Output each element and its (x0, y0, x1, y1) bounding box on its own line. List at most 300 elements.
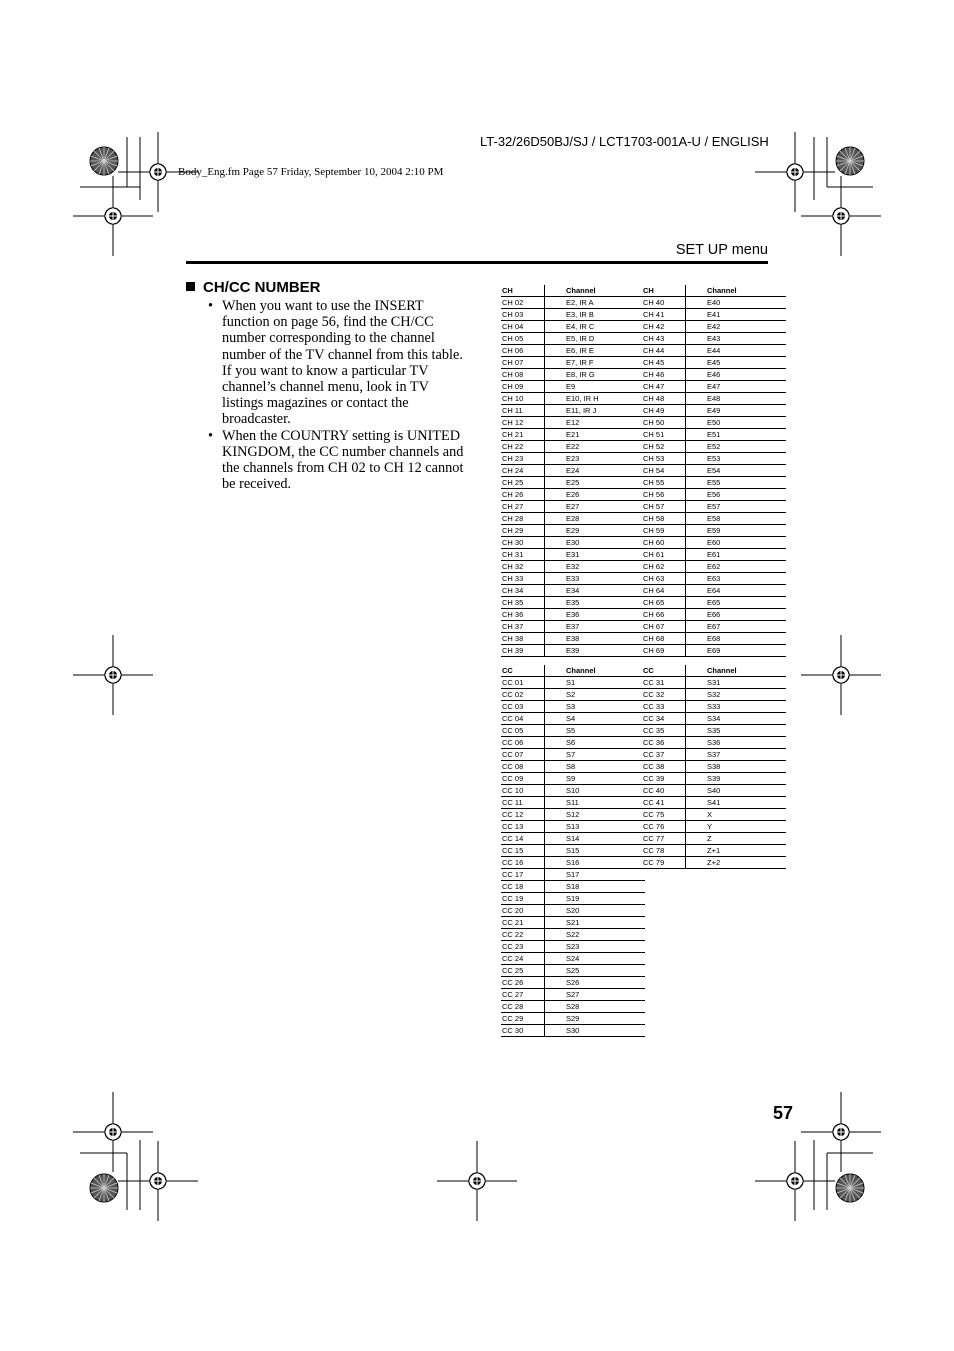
table-row (501, 785, 645, 797)
table-row (642, 417, 786, 429)
table-row (642, 633, 786, 645)
cc-table-left (501, 665, 645, 1037)
table-row (501, 489, 645, 501)
channel-number-cell: CH 02 (501, 297, 545, 309)
channel-number-cell: CH 43 (642, 333, 686, 345)
channel-number-cell: CH 44 (642, 345, 686, 357)
table-row (642, 357, 786, 369)
channel-cell: E46 (686, 369, 787, 381)
channel-number-cell: CC 03 (501, 701, 545, 713)
channel-cell: X (686, 809, 787, 821)
channel-number-cell: CH 60 (642, 537, 686, 549)
channel-number-cell: CH 28 (501, 513, 545, 525)
channel-number-cell: CH 45 (642, 357, 686, 369)
channel-cell: E36 (545, 609, 646, 621)
channel-number-cell: CC 30 (501, 1025, 545, 1037)
section-label: SET UP menu (675, 242, 768, 258)
table-row (642, 785, 786, 797)
square-bullet-icon (186, 282, 195, 291)
channel-number-cell: CH 67 (642, 621, 686, 633)
channel-cell: E49 (686, 405, 787, 417)
channel-number-cell: CC 36 (642, 737, 686, 749)
channel-number-cell: CC 12 (501, 809, 545, 821)
table-row (642, 549, 786, 561)
channel-number-cell: CC 32 (642, 689, 686, 701)
channel-cell: S17 (545, 869, 646, 881)
channel-cell: S34 (686, 713, 787, 725)
channel-number-cell: CH 49 (642, 405, 686, 417)
table-row (501, 597, 645, 609)
channel-cell: Y (686, 821, 787, 833)
channel-number-cell: CH 69 (642, 645, 686, 657)
channel-number-cell: CH 40 (642, 297, 686, 309)
channel-cell: S15 (545, 845, 646, 857)
ch-table-left (501, 285, 645, 657)
column-header: CH (501, 285, 545, 297)
table-header-row (642, 285, 786, 297)
channel-number-cell: CH 62 (642, 561, 686, 573)
table-row (642, 761, 786, 773)
channel-cell: S18 (545, 881, 646, 893)
table-row (501, 941, 645, 953)
channel-cell: E28 (545, 513, 646, 525)
channel-number-cell: CH 47 (642, 381, 686, 393)
channel-cell: S5 (545, 725, 646, 737)
channel-number-cell: CC 16 (501, 857, 545, 869)
table-row (642, 513, 786, 525)
channel-cell: Z+2 (686, 857, 787, 869)
channel-number-cell: CH 06 (501, 345, 545, 357)
page-number: 57 (773, 1103, 794, 1123)
channel-number-cell: CH 22 (501, 441, 545, 453)
channel-cell: E45 (686, 357, 787, 369)
channel-number-cell: CC 79 (642, 857, 686, 869)
table-header-row (642, 665, 786, 677)
table-row (501, 725, 645, 737)
channel-number-cell: CC 34 (642, 713, 686, 725)
table-row (501, 929, 645, 941)
channel-number-cell: CH 46 (642, 369, 686, 381)
table-row (642, 381, 786, 393)
table-row (642, 833, 786, 845)
channel-number-cell: CH 64 (642, 585, 686, 597)
table-row (501, 677, 645, 689)
channel-cell: E22 (545, 441, 646, 453)
channel-cell: E8, IR G (545, 369, 646, 381)
channel-cell: S8 (545, 761, 646, 773)
channel-number-cell: CC 13 (501, 821, 545, 833)
channel-number-cell: CC 22 (501, 929, 545, 941)
table-row (501, 393, 645, 405)
channel-number-cell: CC 37 (642, 749, 686, 761)
channel-cell: E39 (545, 645, 646, 657)
channel-number-cell: CH 51 (642, 429, 686, 441)
channel-cell: S4 (545, 713, 646, 725)
channel-number-cell: CH 24 (501, 465, 545, 477)
table-header-row (501, 665, 645, 677)
channel-cell: S14 (545, 833, 646, 845)
channel-cell: E26 (545, 489, 646, 501)
channel-cell: E9 (545, 381, 646, 393)
channel-cell: E41 (686, 309, 787, 321)
channel-cell: E29 (545, 525, 646, 537)
channel-cell: S13 (545, 821, 646, 833)
table-row (642, 561, 786, 573)
table-row (501, 869, 645, 881)
table-row (501, 977, 645, 989)
table-row (501, 381, 645, 393)
table-row (501, 453, 645, 465)
table-row (642, 333, 786, 345)
channel-cell: E68 (686, 633, 787, 645)
table-row (642, 809, 786, 821)
table-row (642, 393, 786, 405)
table-row (642, 321, 786, 333)
channel-cell: E50 (686, 417, 787, 429)
channel-number-cell: CC 24 (501, 953, 545, 965)
channel-number-cell: CH 29 (501, 525, 545, 537)
table-row (501, 297, 645, 309)
table-row (501, 1013, 645, 1025)
channel-number-cell: CC 09 (501, 773, 545, 785)
channel-cell: E24 (545, 465, 646, 477)
table-row (642, 297, 786, 309)
channel-cell: E51 (686, 429, 787, 441)
table-row (642, 369, 786, 381)
channel-cell: E43 (686, 333, 787, 345)
table-row (642, 677, 786, 689)
channel-cell: S6 (545, 737, 646, 749)
channel-cell: S27 (545, 989, 646, 1001)
channel-cell: S19 (545, 893, 646, 905)
channel-number-cell: CC 02 (501, 689, 545, 701)
channel-number-cell: CC 29 (501, 1013, 545, 1025)
channel-cell: E25 (545, 477, 646, 489)
table-row (642, 749, 786, 761)
channel-cell: S33 (686, 701, 787, 713)
table-row (501, 549, 645, 561)
channel-cell: E7, IR F (545, 357, 646, 369)
channel-cell: E37 (545, 621, 646, 633)
channel-cell: S32 (686, 689, 787, 701)
table-row (501, 561, 645, 573)
table-row (642, 501, 786, 513)
channel-cell: E55 (686, 477, 787, 489)
channel-cell: S20 (545, 905, 646, 917)
channel-number-cell: CH 04 (501, 321, 545, 333)
channel-number-cell: CH 42 (642, 321, 686, 333)
table-row (501, 1025, 645, 1037)
channel-cell: E11, IR J (545, 405, 646, 417)
table-row (501, 989, 645, 1001)
channel-cell: E12 (545, 417, 646, 429)
table-row (501, 537, 645, 549)
header-model-line: LT-32/26D50BJ/SJ / LCT1703-001A-U / ENGLISH (480, 134, 769, 149)
table-row (501, 345, 645, 357)
channel-number-cell: CH 09 (501, 381, 545, 393)
channel-cell: E62 (686, 561, 787, 573)
channel-number-cell: CC 27 (501, 989, 545, 1001)
table-row (642, 773, 786, 785)
channel-cell: E47 (686, 381, 787, 393)
table-row (501, 309, 645, 321)
table-row (501, 737, 645, 749)
table-row (642, 857, 786, 869)
channel-number-cell: CC 40 (642, 785, 686, 797)
channel-number-cell: CC 07 (501, 749, 545, 761)
channel-cell: E44 (686, 345, 787, 357)
channel-cell: E52 (686, 441, 787, 453)
table-row (501, 773, 645, 785)
column-header: CC (501, 665, 545, 677)
channel-cell: E31 (545, 549, 646, 561)
channel-number-cell: CC 04 (501, 713, 545, 725)
table-row (501, 501, 645, 513)
channel-number-cell: CC 23 (501, 941, 545, 953)
table-row (501, 761, 645, 773)
channel-number-cell: CH 37 (501, 621, 545, 633)
channel-cell: S16 (545, 857, 646, 869)
channel-number-cell: CH 36 (501, 609, 545, 621)
channel-number-cell: CH 34 (501, 585, 545, 597)
channel-number-cell: CC 28 (501, 1001, 545, 1013)
channel-cell: E33 (545, 573, 646, 585)
channel-cell: E61 (686, 549, 787, 561)
channel-number-cell: CC 77 (642, 833, 686, 845)
channel-cell: S3 (545, 701, 646, 713)
channel-number-cell: CH 65 (642, 597, 686, 609)
channel-number-cell: CC 10 (501, 785, 545, 797)
column-header: Channel (545, 665, 646, 677)
channel-number-cell: CC 20 (501, 905, 545, 917)
section-heading (186, 279, 321, 296)
channel-number-cell: CH 59 (642, 525, 686, 537)
column-header: Channel (545, 285, 646, 297)
channel-number-cell: CH 61 (642, 549, 686, 561)
table-row (642, 713, 786, 725)
channel-number-cell: CC 21 (501, 917, 545, 929)
channel-cell: S35 (686, 725, 787, 737)
channel-cell: E56 (686, 489, 787, 501)
table-row (501, 633, 645, 645)
table-row (642, 525, 786, 537)
channel-cell: E57 (686, 501, 787, 513)
channel-cell: Z+1 (686, 845, 787, 857)
channel-number-cell: CC 15 (501, 845, 545, 857)
column-header: CC (642, 665, 686, 677)
channel-cell: E34 (545, 585, 646, 597)
channel-number-cell: CH 07 (501, 357, 545, 369)
channel-number-cell: CH 66 (642, 609, 686, 621)
channel-number-cell: CH 23 (501, 453, 545, 465)
channel-cell: S2 (545, 689, 646, 701)
channel-cell: E66 (686, 609, 787, 621)
table-row (501, 833, 645, 845)
table-row (642, 441, 786, 453)
channel-number-cell: CH 58 (642, 513, 686, 525)
section-rule (186, 261, 768, 264)
table-row (642, 429, 786, 441)
table-row (642, 537, 786, 549)
channel-cell: E21 (545, 429, 646, 441)
channel-cell: S36 (686, 737, 787, 749)
channel-number-cell: CH 38 (501, 633, 545, 645)
channel-number-cell: CH 56 (642, 489, 686, 501)
channel-number-cell: CH 57 (642, 501, 686, 513)
table-row (642, 701, 786, 713)
channel-number-cell: CH 54 (642, 465, 686, 477)
channel-number-cell: CH 30 (501, 537, 545, 549)
channel-number-cell: CC 75 (642, 809, 686, 821)
channel-number-cell: CC 05 (501, 725, 545, 737)
channel-number-cell: CH 41 (642, 309, 686, 321)
channel-number-cell: CH 35 (501, 597, 545, 609)
table-row (501, 585, 645, 597)
channel-number-cell: CC 18 (501, 881, 545, 893)
channel-cell: S22 (545, 929, 646, 941)
table-row (501, 357, 645, 369)
table-row (501, 797, 645, 809)
ch-table-right (642, 285, 786, 657)
table-row (501, 333, 645, 345)
channel-cell: E53 (686, 453, 787, 465)
column-header: Channel (686, 285, 787, 297)
table-row (642, 345, 786, 357)
channel-cell: E48 (686, 393, 787, 405)
channel-cell: E3, IR B (545, 309, 646, 321)
channel-number-cell: CH 08 (501, 369, 545, 381)
section-heading-text: CH/CC NUMBER (203, 279, 321, 296)
table-row (642, 609, 786, 621)
channel-cell: E23 (545, 453, 646, 465)
channel-cell: E42 (686, 321, 787, 333)
bullet-list (208, 298, 470, 492)
table-row (501, 953, 645, 965)
channel-cell: S37 (686, 749, 787, 761)
channel-cell: S39 (686, 773, 787, 785)
table-row (501, 749, 645, 761)
table-header-row (501, 285, 645, 297)
channel-number-cell: CC 76 (642, 821, 686, 833)
file-info-line: Body_Eng.fm Page 57 Friday, September 10, 2004 2:10 PM (178, 166, 444, 178)
channel-cell: E67 (686, 621, 787, 633)
channel-number-cell: CH 63 (642, 573, 686, 585)
table-row (501, 429, 645, 441)
channel-number-cell: CH 27 (501, 501, 545, 513)
channel-number-cell: CC 17 (501, 869, 545, 881)
channel-cell: E63 (686, 573, 787, 585)
channel-number-cell: CC 31 (642, 677, 686, 689)
table-row (642, 597, 786, 609)
column-header: CH (642, 285, 686, 297)
table-row (501, 845, 645, 857)
channel-cell: E27 (545, 501, 646, 513)
table-row (501, 857, 645, 869)
table-row (501, 881, 645, 893)
channel-cell: E35 (545, 597, 646, 609)
channel-number-cell: CH 68 (642, 633, 686, 645)
table-row (501, 621, 645, 633)
table-row (501, 701, 645, 713)
table-row (642, 645, 786, 657)
channel-cell: E65 (686, 597, 787, 609)
table-row (501, 609, 645, 621)
table-row (501, 321, 645, 333)
channel-number-cell: CH 55 (642, 477, 686, 489)
channel-number-cell: CH 12 (501, 417, 545, 429)
channel-number-cell: CH 48 (642, 393, 686, 405)
table-row (501, 417, 645, 429)
channel-number-cell: CH 11 (501, 405, 545, 417)
channel-number-cell: CC 78 (642, 845, 686, 857)
table-row (642, 405, 786, 417)
channel-cell: S1 (545, 677, 646, 689)
table-row (501, 477, 645, 489)
table-row (642, 797, 786, 809)
channel-cell: S41 (686, 797, 787, 809)
table-row (501, 917, 645, 929)
channel-cell: E59 (686, 525, 787, 537)
channel-cell: E2, IR A (545, 297, 646, 309)
channel-number-cell: CC 41 (642, 797, 686, 809)
channel-cell: S11 (545, 797, 646, 809)
channel-cell: S7 (545, 749, 646, 761)
channel-number-cell: CC 35 (642, 725, 686, 737)
channel-cell: E30 (545, 537, 646, 549)
table-row (501, 905, 645, 917)
channel-number-cell: CH 05 (501, 333, 545, 345)
table-row (642, 689, 786, 701)
table-row (642, 821, 786, 833)
table-row (501, 525, 645, 537)
table-row (501, 465, 645, 477)
channel-cell: S9 (545, 773, 646, 785)
channel-cell: E38 (545, 633, 646, 645)
channel-number-cell: CC 14 (501, 833, 545, 845)
column-header: Channel (686, 665, 787, 677)
table-row (501, 965, 645, 977)
channel-cell: E32 (545, 561, 646, 573)
channel-number-cell: CC 26 (501, 977, 545, 989)
channel-cell: E69 (686, 645, 787, 657)
channel-number-cell: CC 33 (642, 701, 686, 713)
channel-number-cell: CH 39 (501, 645, 545, 657)
channel-cell: S29 (545, 1013, 646, 1025)
bullet-item: • When the COUNTRY setting is UNITED KINGDOM, the CC number channels and the channels from CH 02 to CH 12 cannot be received. (208, 428, 470, 493)
channel-cell: S38 (686, 761, 787, 773)
channel-number-cell: CC 39 (642, 773, 686, 785)
table-row (642, 725, 786, 737)
channel-cell: S12 (545, 809, 646, 821)
table-row (642, 477, 786, 489)
table-row (642, 573, 786, 585)
table-row (501, 573, 645, 585)
table-row (501, 441, 645, 453)
table-row (642, 737, 786, 749)
channel-number-cell: CH 32 (501, 561, 545, 573)
channel-number-cell: CC 06 (501, 737, 545, 749)
table-row (642, 309, 786, 321)
channel-cell: S30 (545, 1025, 646, 1037)
channel-number-cell: CC 08 (501, 761, 545, 773)
channel-cell: E5, IR D (545, 333, 646, 345)
channel-number-cell: CH 26 (501, 489, 545, 501)
channel-cell: S24 (545, 953, 646, 965)
channel-cell: S23 (545, 941, 646, 953)
table-row (642, 585, 786, 597)
channel-number-cell: CC 19 (501, 893, 545, 905)
channel-cell: E58 (686, 513, 787, 525)
